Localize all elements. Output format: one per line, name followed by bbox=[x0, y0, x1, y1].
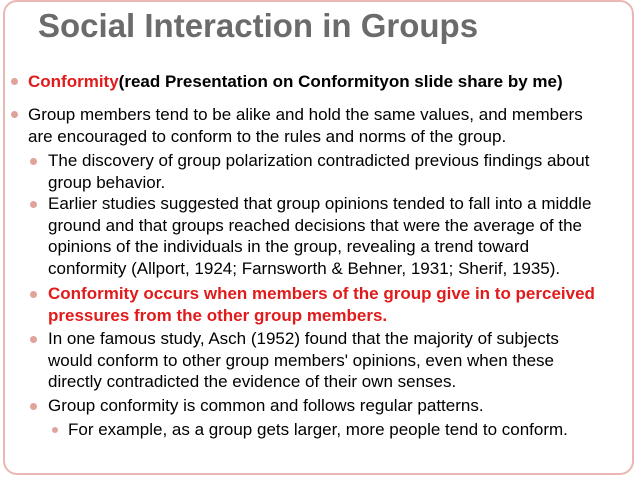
text-line: directly contradicted the evidence of their own senses. bbox=[48, 372, 457, 391]
text-line: Conformity occurs when members of the group give in to perceived bbox=[48, 284, 595, 303]
subbullet-conformity-definition bbox=[48, 283, 595, 326]
subbullet-asch-study bbox=[48, 328, 559, 393]
text-line: In one famous study, Asch (1952) found that the majority of subjects bbox=[48, 329, 559, 348]
text-line: would conform to other group members' opinions, even when these bbox=[48, 350, 554, 370]
text-line: The discovery of group polarization contradicted previous findings about bbox=[48, 151, 590, 170]
text-line: Group conformity is common and follows regular patterns. bbox=[48, 396, 484, 415]
text-line: are encouraged to conform to the rules and norms of the group. bbox=[28, 126, 507, 146]
conformity-note: (read Presentation on Conformityon slide share by me) bbox=[118, 72, 563, 91]
subbullet-polarization bbox=[48, 150, 590, 193]
text-line: Earlier studies suggested that group opinions tended to fall into a middle bbox=[48, 194, 592, 213]
bullet-icon bbox=[30, 403, 37, 410]
bullet-icon bbox=[30, 336, 37, 343]
bullet-group-members bbox=[28, 104, 583, 147]
text-line: pressures from the other group members. bbox=[48, 305, 388, 325]
bullet-icon bbox=[11, 78, 18, 85]
text-line: ground and that groups reached decisions that were the average of the bbox=[48, 215, 582, 235]
text-line: conformity (Allport, 1924; Farnsworth & Behner, 1931; Sherif, 1935). bbox=[48, 258, 561, 278]
bullet-icon bbox=[52, 427, 58, 433]
text-line: opinions of the individuals in the group, revealing a trend toward bbox=[48, 237, 530, 256]
subsubbullet-group-size bbox=[68, 419, 568, 441]
bullet-icon bbox=[30, 291, 37, 298]
bullet-icon bbox=[30, 201, 37, 208]
conformity-heading: Conformity bbox=[28, 72, 119, 91]
bullet-conformity bbox=[28, 71, 563, 93]
bullet-icon bbox=[11, 111, 18, 118]
text-line: For example, as a group gets larger, more people tend to conform. bbox=[68, 420, 568, 439]
text-line: Group members tend to be alike and hold the same values, and members bbox=[28, 105, 583, 124]
text-line: group behavior. bbox=[48, 172, 166, 192]
page-title: Social Interaction in Groups bbox=[38, 7, 479, 44]
subbullet-group-conformity bbox=[48, 395, 484, 417]
subbullet-earlier-studies bbox=[48, 193, 591, 279]
bullet-icon bbox=[30, 158, 37, 165]
